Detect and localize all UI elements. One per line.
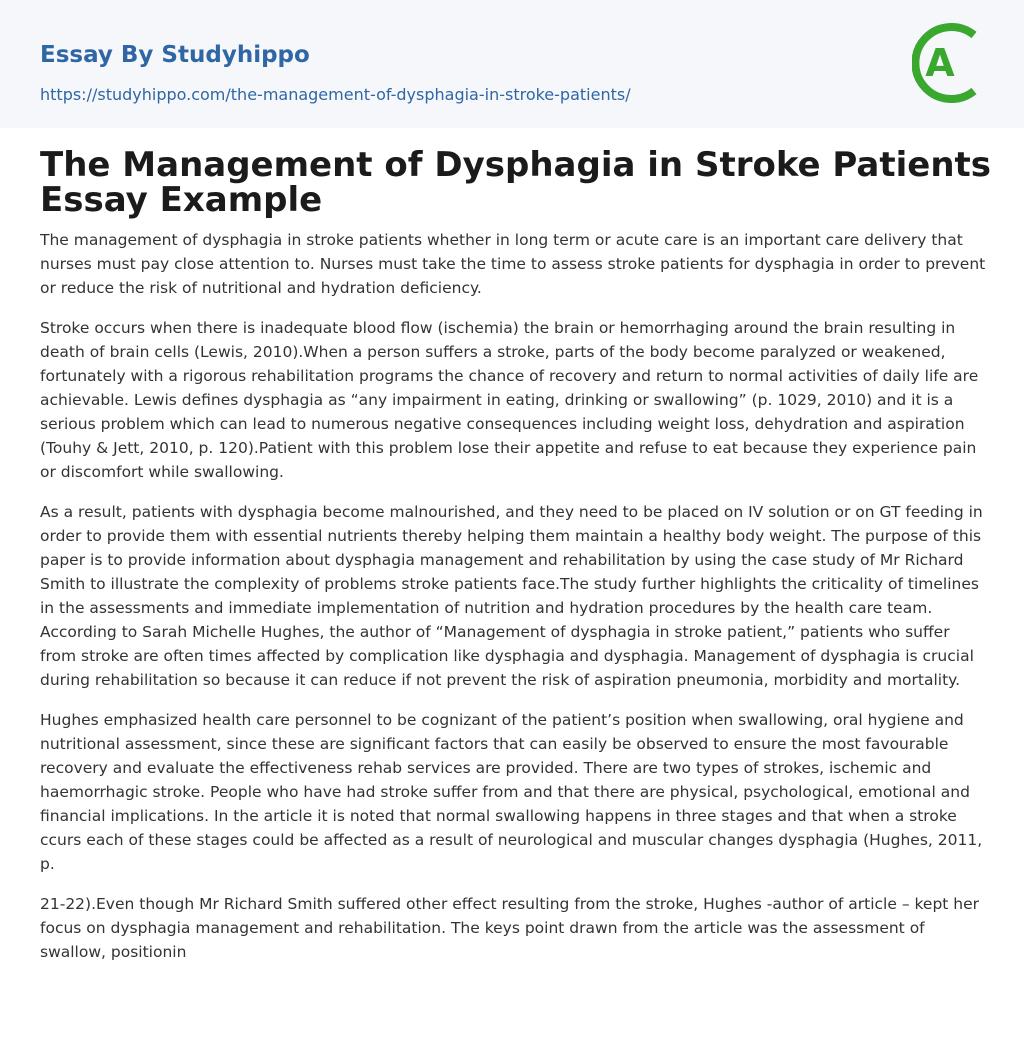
essay-body [40,228,986,980]
essay-paragraph: The management of dysphagia in stroke patients whether in long term or acute care is an important care delivery that nurses must pay close attention to. Nurses must take the time to assess stroke patients for dysphagia in order to prevent or reduce the risk of nutritional and hydration deficiency. [40,231,986,297]
site-header [0,0,1024,128]
essay-paragraph: 21-22).Even though Mr Richard Smith suffered other effect resulting from the stroke, Hughes -author of article – kept her focus on dysphagia management and rehabilitation. The keys point drawn from the article was the assessment of swallow, positionin [40,895,980,961]
essay-title: The Management of Dysphagia in Stroke Patients Essay Example [40,145,992,220]
source-url-link[interactable]: https://studyhippo.com/the-management-of-dysphagia-in-stroke-patients/ [40,85,631,104]
site-brand[interactable]: Essay By Studyhippo [40,42,310,68]
essay-paragraph: Stroke occurs when there is inadequate blood flow (ischemia) the brain or hemorrhaging around the brain resulting in death of brain cells (Lewis, 2010).When a person suffers a stroke, parts of the body become paralyzed or weakened, fortunately with a rigorous rehabilitation programs the chance of recovery and return to normal activities of daily life are achievable. Lewis defines dysphagia as “any impairment in eating, drinking or swallowing” (p. 1029, 2010) and it is a serious problem which can lead to numerous negative consequences including weight loss, dehydration and aspiration (Touhy & Jett, 2010, p. 120).Patient with this problem lose their appetite and refuse to eat because they experience pain or discomfort while swallowing. [40,319,979,481]
essay-paragraph: As a result, patients with dysphagia become malnourished, and they need to be placed on IV solution or on GT feeding in order to provide them with essential nutrients thereby helping them maintain a healthy body weight. The purpose of this paper is to provide information about dysphagia management and rehabilitation by using the case study of Mr Richard Smith to illustrate the complexity of problems stroke patients face.The study further highlights the criticality of timelines in the assessments and immediate implementation of nutrition and hydration procedures by the health care team. According to Sarah Michelle Hughes, the author of “Management of dysphagia in stroke patient,” patients who suffer from stroke are often times affected by complication like dysphagia and dysphagia. Management of dysphagia is crucial during rehabilitation so because it can reduce if not prevent the risk of aspiration pneumonia, morbidity and mortality. [40,503,983,689]
studyhippo-logo-icon[interactable] [912,20,986,106]
essay-paragraph: Hughes emphasized health care personnel to be cognizant of the patient’s position when swallowing, oral hygiene and nutritional assessment, since these are significant factors that can easily be observed to ensure the most favourable recovery and evaluate the effectiveness rehab services are provided. There are two types of strokes, ischemic and haemorrhagic stroke. People who have had stroke suffer from and that there are physical, psychological, emotional and financial implications. In the article it is noted that normal swallowing happens in three stages and that when a stroke ccurs each of these stages could be affected as a result of neurological and muscular changes dysphagia (Hughes, 2011, p. [40,711,983,873]
logo-letter: A [925,41,955,85]
